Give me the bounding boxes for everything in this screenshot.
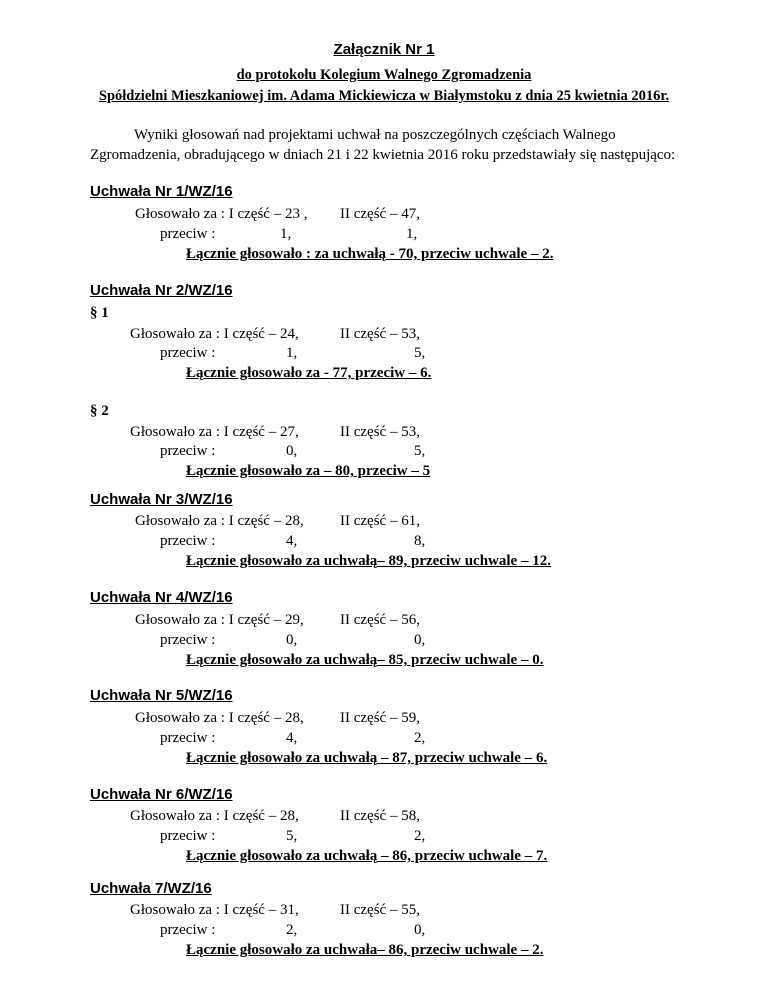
votes-against-part-2: 5, (414, 443, 426, 459)
votes-against-part-2: 8, (414, 533, 426, 549)
votes-for-part-2: II część – 58, (340, 808, 420, 824)
votes-for-part-2: II część – 56, (340, 612, 420, 628)
votes-against-part-1: 1, (280, 226, 292, 242)
resolution-heading: Uchwała 7/WZ/16 (90, 880, 212, 897)
votes-for-part-1: Głosowało za : I część – 24, (130, 326, 299, 342)
votes-against-part-1: 1, (286, 345, 298, 361)
votes-against-label: przeciw : (160, 533, 216, 549)
votes-for-part-2: II część – 53, (340, 326, 420, 342)
votes-total: Łącznie głosowało za uchwała– 86, przeciw uchwale – 2. (186, 942, 544, 958)
votes-against-label: przeciw : (160, 730, 216, 746)
resolution-heading: Uchwała Nr 1/WZ/16 (90, 183, 233, 200)
votes-for-part-1: Głosowało za : I część – 28, (130, 808, 299, 824)
resolution-heading: Uchwała Nr 3/WZ/16 (90, 491, 233, 508)
resolution-heading: Uchwała Nr 4/WZ/16 (90, 589, 233, 606)
paragraph-label: § 2 (90, 403, 109, 419)
resolution-heading: Uchwała Nr 2/WZ/16 (90, 282, 233, 299)
resolution-heading: Uchwała Nr 5/WZ/16 (90, 687, 233, 704)
votes-against-part-2: 5, (414, 345, 426, 361)
votes-for-part-2: II część – 59, (340, 710, 420, 726)
votes-against-part-1: 5, (286, 828, 298, 844)
votes-against-part-1: 4, (286, 533, 298, 549)
paragraph-label: § 1 (90, 305, 109, 321)
votes-total: Łącznie głosowało za – 80, przeciw – 5 (186, 463, 431, 479)
votes-for-part-2: II część – 55, (340, 902, 420, 918)
resolution-heading: Uchwała Nr 6/WZ/16 (90, 786, 233, 803)
votes-total: Łącznie głosowało : za uchwałą - 70, przeciw uchwale – 2. (186, 246, 554, 262)
intro-line-2: Zgromadzenia, obradującego w dniach 21 i 22 kwietnia 2016 roku przedstawiały się następująco: (90, 147, 676, 163)
votes-against-part-1: 4, (286, 730, 298, 746)
votes-against-label: przeciw : (160, 443, 216, 459)
votes-against-label: przeciw : (160, 226, 216, 242)
votes-against-label: przeciw : (160, 632, 216, 648)
intro-line-1: Wyniki głosowań nad projektami uchwał na poszczególnych częściach Walnego (134, 127, 616, 143)
votes-against-part-2: 2, (414, 828, 426, 844)
votes-for-part-1: Głosowało za : I część – 27, (130, 424, 299, 440)
votes-against-part-2: 0, (414, 922, 426, 938)
votes-for-part-1: Głosowało za : I część – 31, (130, 902, 299, 918)
protocol-subtitle: do protokołu Kolegium Walnego Zgromadzenia (236, 67, 532, 83)
votes-for-part-1: Głosowało za : I część – 29, (135, 612, 304, 628)
votes-against-label: przeciw : (160, 922, 216, 938)
votes-against-label: przeciw : (160, 828, 216, 844)
votes-for-part-1: Głosowało za : I część – 28, (135, 513, 304, 529)
cooperative-subtitle: Spółdzielni Mieszkaniowej im. Adama Mickiewicza w Białymstoku z dnia 25 kwietnia 2016r. (98, 88, 670, 104)
votes-against-label: przeciw : (160, 345, 216, 361)
votes-against-part-2: 0, (414, 632, 426, 648)
votes-total: Łącznie głosowało za uchwałą– 85, przeciw uchwale – 0. (186, 652, 544, 668)
votes-for-part-1: Głosowało za : I część – 23 , (135, 206, 308, 222)
votes-for-part-2: II część – 61, (340, 513, 420, 529)
votes-for-part-2: II część – 53, (340, 424, 420, 440)
votes-total: Łącznie głosowało za uchwałą – 87, przeciw uchwale – 6. (186, 750, 548, 766)
votes-against-part-1: 2, (286, 922, 298, 938)
votes-against-part-2: 1, (406, 226, 418, 242)
votes-total: Łącznie głosowało za uchwałą– 89, przeciw uchwale – 12. (186, 553, 551, 569)
votes-total: Łącznie głosowało za uchwałą – 86, przeciw uchwale – 7. (186, 848, 548, 864)
votes-for-part-1: Głosowało za : I część – 28, (135, 710, 304, 726)
document-title: Załącznik Nr 1 (333, 41, 435, 58)
votes-for-part-2: II część – 47, (340, 206, 420, 222)
votes-against-part-2: 2, (414, 730, 426, 746)
votes-against-part-1: 0, (286, 443, 298, 459)
votes-against-part-1: 0, (286, 632, 298, 648)
votes-total: Łącznie głosowało za - 77, przeciw – 6. (186, 365, 432, 381)
